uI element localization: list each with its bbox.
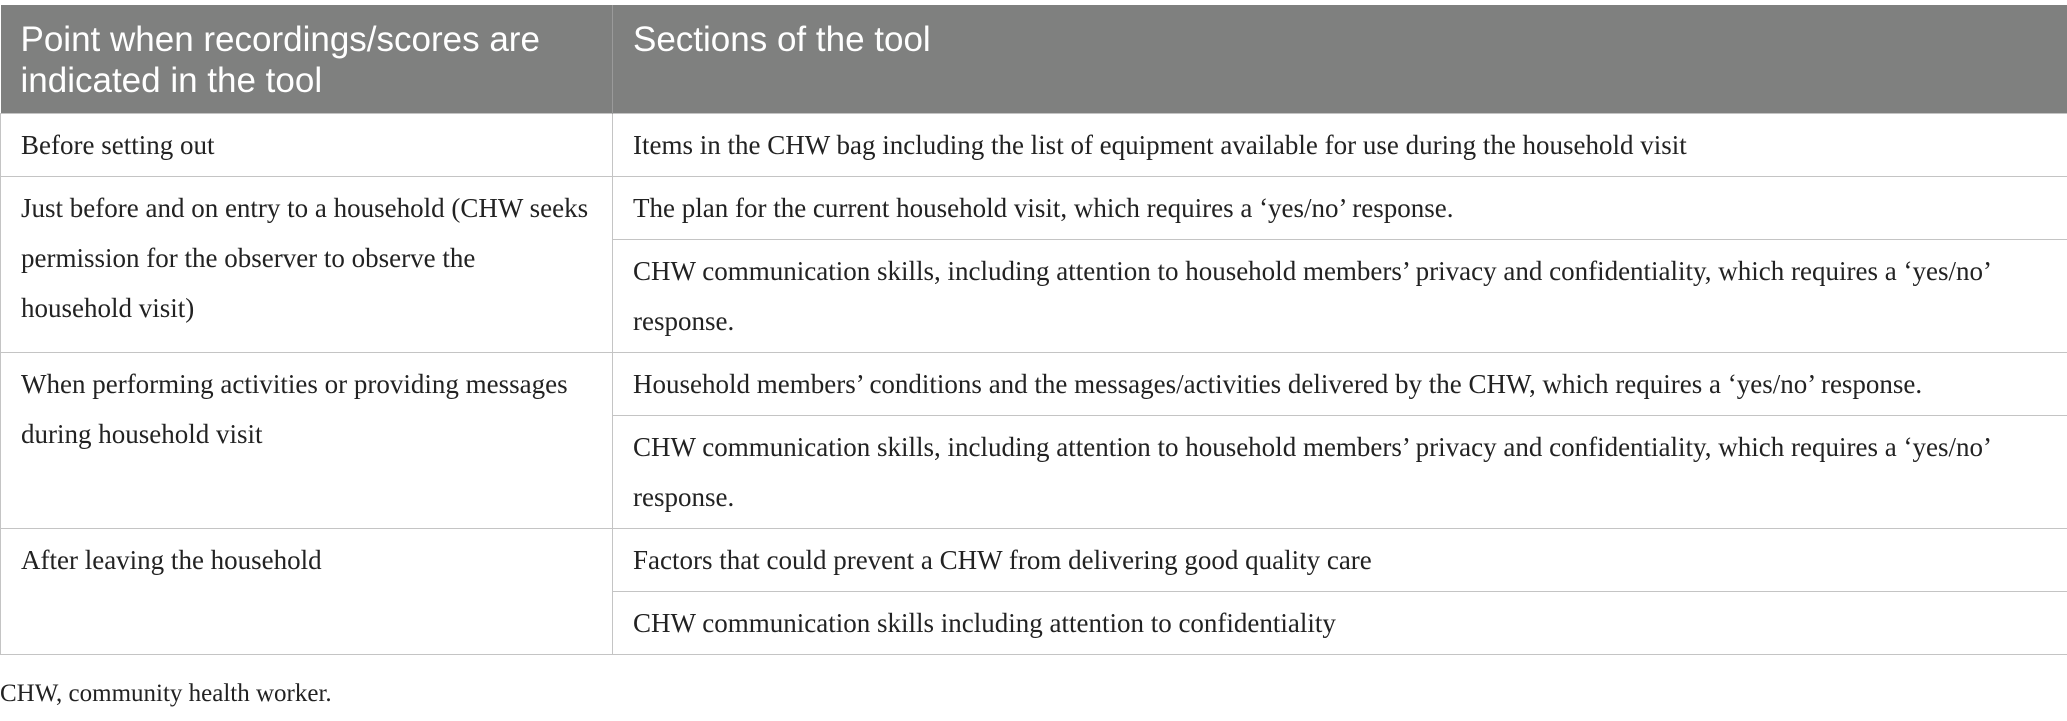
table-container bbox=[0, 5, 2067, 655]
column-header-sections: Sections of the tool bbox=[613, 5, 2067, 114]
point-cell: After leaving the household bbox=[1, 529, 613, 655]
section-cell: CHW communication skills, including attention to household members’ privacy and confidentiality, which requires a ‘yes/no’ response. bbox=[613, 416, 2067, 529]
table-row bbox=[1, 177, 2067, 240]
table-footnote: CHW, community health worker. bbox=[0, 680, 332, 707]
section-cell: The plan for the current household visit, which requires a ‘yes/no’ response. bbox=[613, 177, 2067, 240]
section-cell: Household members’ conditions and the messages/activities delivered by the CHW, which requires a ‘yes/no’ response. bbox=[613, 353, 2067, 416]
table-row bbox=[1, 353, 2067, 416]
point-cell: Before setting out bbox=[1, 114, 613, 177]
section-cell: CHW communication skills, including attention to household members’ privacy and confidentiality, which requires a ‘yes/no’ response. bbox=[613, 240, 2067, 353]
section-cell: Items in the CHW bag including the list of equipment available for use during the household visit bbox=[613, 114, 2067, 177]
table-row bbox=[1, 529, 2067, 592]
point-cell: When performing activities or providing messages during household visit bbox=[1, 353, 613, 529]
column-header-point: Point when recordings/scores are indicated in the tool bbox=[1, 5, 613, 114]
section-cell: CHW communication skills including attention to confidentiality bbox=[613, 592, 2067, 655]
section-cell: Factors that could prevent a CHW from delivering good quality care bbox=[613, 529, 2067, 592]
data-table bbox=[0, 5, 2067, 655]
point-cell: Just before and on entry to a household (CHW seeks permission for the observer to observe the household visit) bbox=[1, 177, 613, 353]
table-row bbox=[1, 114, 2067, 177]
table-header-row bbox=[1, 5, 2067, 114]
